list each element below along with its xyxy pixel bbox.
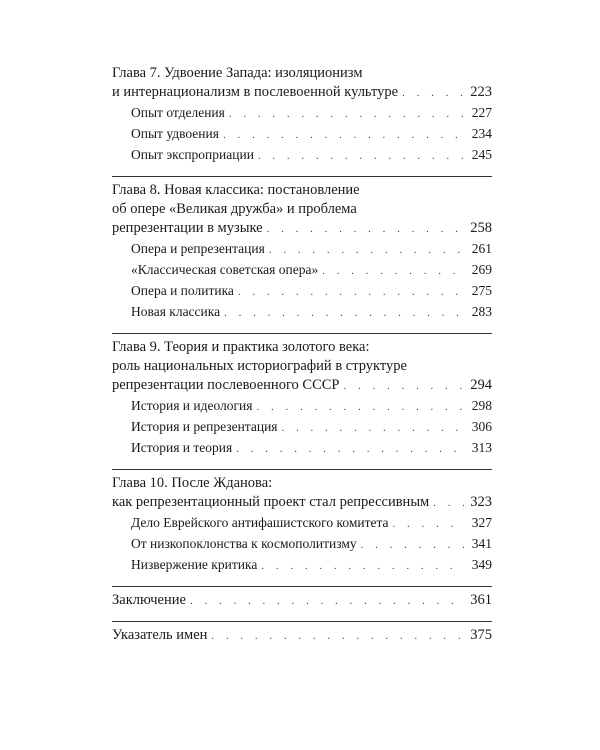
dot-leader: [282, 419, 464, 438]
table-of-contents: [112, 64, 492, 656]
section-title: Опера и репрезентация: [131, 241, 265, 256]
page-number: 306: [471, 419, 492, 434]
chapter-title-line: Указатель имен: [112, 627, 208, 643]
dot-leader: [190, 592, 464, 611]
toc-subentry[interactable]: [112, 103, 492, 124]
dot-leader: [258, 147, 464, 166]
toc-entry[interactable]: [112, 376, 492, 396]
section-title: Опыт удвоения: [131, 126, 219, 141]
section-title: «Классическая советская опера»: [131, 262, 319, 277]
toc-subentry[interactable]: [112, 302, 492, 323]
page-number: 341: [471, 536, 492, 551]
page-number: 275: [471, 283, 492, 298]
section-title: Опыт отделения: [131, 105, 225, 120]
toc-entry[interactable]: [112, 591, 492, 611]
section-title: Низвержение критика: [131, 557, 258, 572]
chapter-title-line: Заключение: [112, 592, 186, 608]
toc-entry[interactable]: [112, 219, 492, 239]
page-number: 375: [470, 627, 492, 643]
toc-subentry[interactable]: [112, 438, 492, 459]
section-title: Опера и политика: [131, 283, 234, 298]
toc-subentry[interactable]: [112, 145, 492, 166]
dot-leader: [402, 84, 464, 103]
toc-subentry[interactable]: [112, 396, 492, 417]
toc-subentry[interactable]: [112, 281, 492, 302]
dot-leader: [269, 241, 464, 260]
chapter-title-line: репрезентации послевоенного СССР: [112, 377, 340, 393]
toc-chapter-10: [112, 469, 492, 576]
page-number: 245: [471, 147, 492, 162]
toc-subentry[interactable]: [112, 260, 492, 281]
toc-subentry[interactable]: [112, 417, 492, 438]
dot-leader: [433, 494, 464, 513]
dot-leader: [211, 627, 464, 646]
page-number: 327: [471, 515, 492, 530]
toc-entry[interactable]: [112, 83, 492, 103]
toc-chapter-8: [112, 176, 492, 323]
dot-leader: [223, 126, 464, 145]
toc-subentry[interactable]: [112, 239, 492, 260]
toc-entry[interactable]: [112, 626, 492, 646]
page-number: 323: [470, 494, 492, 510]
chapter-title-line: Глава 10. После Жданова:: [112, 475, 273, 491]
page-number: 258: [470, 220, 492, 236]
dot-leader: [343, 377, 464, 396]
chapter-title-line: репрезентации в музыке: [112, 220, 263, 236]
toc-chapter-7: [112, 64, 492, 166]
chapter-title-line: и интернационализм в послевоенной культуре: [112, 84, 399, 100]
section-title: История и идеология: [131, 398, 253, 413]
page-number: 361: [470, 592, 492, 608]
dot-leader: [224, 304, 464, 323]
toc-subentry[interactable]: [112, 534, 492, 555]
dot-leader: [393, 515, 464, 534]
toc-entry[interactable]: [112, 493, 492, 513]
dot-leader: [238, 283, 464, 302]
chapter-title-line: как репрезентационный проект стал репрессивным: [112, 494, 430, 510]
page-number: 298: [471, 398, 492, 413]
toc-conclusion: [112, 586, 492, 611]
toc-subentry[interactable]: [112, 124, 492, 145]
chapter-title-line: Глава 9. Теория и практика золотого века:: [112, 339, 370, 355]
section-title: Дело Еврейского антифашистского комитета: [131, 515, 389, 530]
dot-leader: [322, 262, 464, 281]
toc-index: [112, 621, 492, 646]
section-title: Опыт экспроприации: [131, 147, 254, 162]
page-number: 283: [471, 304, 492, 319]
dot-leader: [257, 398, 465, 417]
section-title: Новая классика: [131, 304, 221, 319]
dot-leader: [236, 440, 464, 459]
page-number: 294: [470, 377, 492, 393]
page-number: 227: [471, 105, 492, 120]
chapter-title-line: об опере «Великая дружба» и проблема: [112, 201, 357, 217]
page-number: 223: [470, 84, 492, 100]
toc-subentry[interactable]: [112, 513, 492, 534]
page-number: 313: [471, 440, 492, 455]
page-number: 261: [471, 241, 492, 256]
dot-leader: [361, 536, 464, 555]
section-title: От низкопоклонства к космополитизму: [131, 536, 357, 551]
toc-subentry[interactable]: [112, 555, 492, 576]
section-title: История и репрезентация: [131, 419, 278, 434]
toc-chapter-9: [112, 333, 492, 459]
page-number: 234: [471, 126, 492, 141]
section-title: История и теория: [131, 440, 233, 455]
page-number: 349: [471, 557, 492, 572]
dot-leader: [261, 557, 464, 576]
dot-leader: [229, 105, 464, 124]
chapter-title-line: Глава 7. Удвоение Запада: изоляционизм: [112, 65, 363, 81]
page-number: 269: [471, 262, 492, 277]
chapter-title-line: Глава 8. Новая классика: постановление: [112, 182, 360, 198]
chapter-title-line: роль национальных историографий в структуре: [112, 358, 407, 374]
dot-leader: [267, 220, 464, 239]
